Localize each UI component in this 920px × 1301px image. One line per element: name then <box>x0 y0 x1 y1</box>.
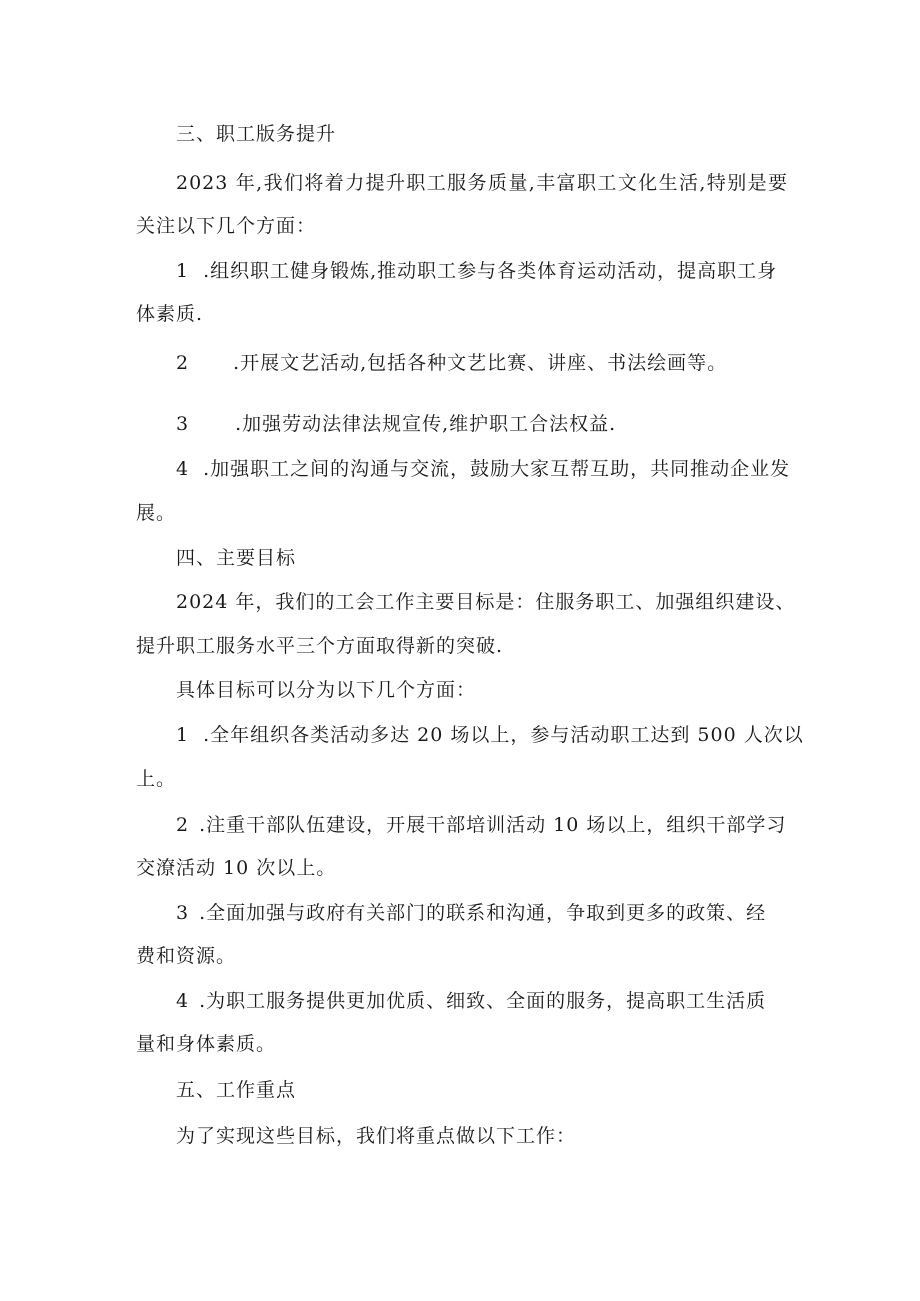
list-item-number: 4 <box>176 990 190 1012</box>
list-item-number: 2 <box>176 352 190 374</box>
list-item <box>176 351 727 375</box>
list-item-continuation: 展。 <box>136 502 177 524</box>
list-item-text: .加强劳动法律法规宣传,维护职工合法权益. <box>235 413 617 435</box>
list-item <box>176 412 616 436</box>
section-heading-5: 五、工作重点 <box>176 1079 297 1101</box>
paragraph-line: 提升职工服务水平三个方面取得新的突破. <box>136 635 504 657</box>
section-heading-3: 三、职工版务提升 <box>176 123 337 145</box>
list-item-continuation: 费和资源。 <box>136 945 237 967</box>
list-item-number: 3 <box>176 902 190 924</box>
list-item-text: .开展文艺活动,包括各种文艺比赛、讲座、书法绘画等。 <box>233 352 728 374</box>
paragraph-line: 具体目标可以分为以下几个方面： <box>176 679 477 701</box>
list-item-text: .加强职工之间的沟通与交流，鼓励大家互帮互助，共同推动企业发 <box>203 458 791 480</box>
section-heading-4: 四、主要目标 <box>176 547 297 569</box>
list-item <box>176 723 804 747</box>
list-item-number: 1 <box>176 724 190 746</box>
list-item-text: .全年组织各类活动多达 20 场以上，参与活动职工达到 500 人次以 <box>203 724 804 746</box>
paragraph-line: 2024 年，我们的工会工作主要目标是：住服务职工、加强组织建设、 <box>176 591 796 613</box>
list-item-continuation: 上。 <box>136 768 177 790</box>
list-item-continuation: 量和身体素质。 <box>136 1033 277 1055</box>
list-item-text: .组织职工健身锻炼,推动职工参与各类体育运动活动，提高职工身 <box>203 260 778 282</box>
list-item <box>176 457 790 481</box>
list-item-number: 4 <box>176 458 190 480</box>
list-item <box>176 259 777 283</box>
paragraph-line: 关注以下几个方面： <box>136 215 317 237</box>
list-item-continuation: 交潦活动 10 次以上。 <box>136 857 337 879</box>
list-item-text: .注重干部队伍建设，开展干部培训活动 10 场以上，组织干部学习 <box>199 814 787 836</box>
paragraph-line: 2023 年,我们将着力提升职工服务质量,丰富职工文化生活,特别是要 <box>176 172 788 194</box>
list-item <box>176 989 766 1013</box>
list-item-text: .全面加强与政府有关部门的联系和沟通，争取到更多的政策、经 <box>199 902 767 924</box>
list-item <box>176 901 766 925</box>
list-item <box>176 813 786 837</box>
list-item-number: 3 <box>176 413 190 435</box>
list-item-number: 2 <box>176 814 190 836</box>
paragraph-line: 为了实现这些目标，我们将重点做以下工作： <box>176 1125 577 1147</box>
list-item-text: .为职工服务提供更加优质、细致、全面的服务，提高职工生活质 <box>199 990 767 1012</box>
list-item-number: 1 <box>176 260 190 282</box>
list-item-continuation: 体素质. <box>136 303 204 325</box>
